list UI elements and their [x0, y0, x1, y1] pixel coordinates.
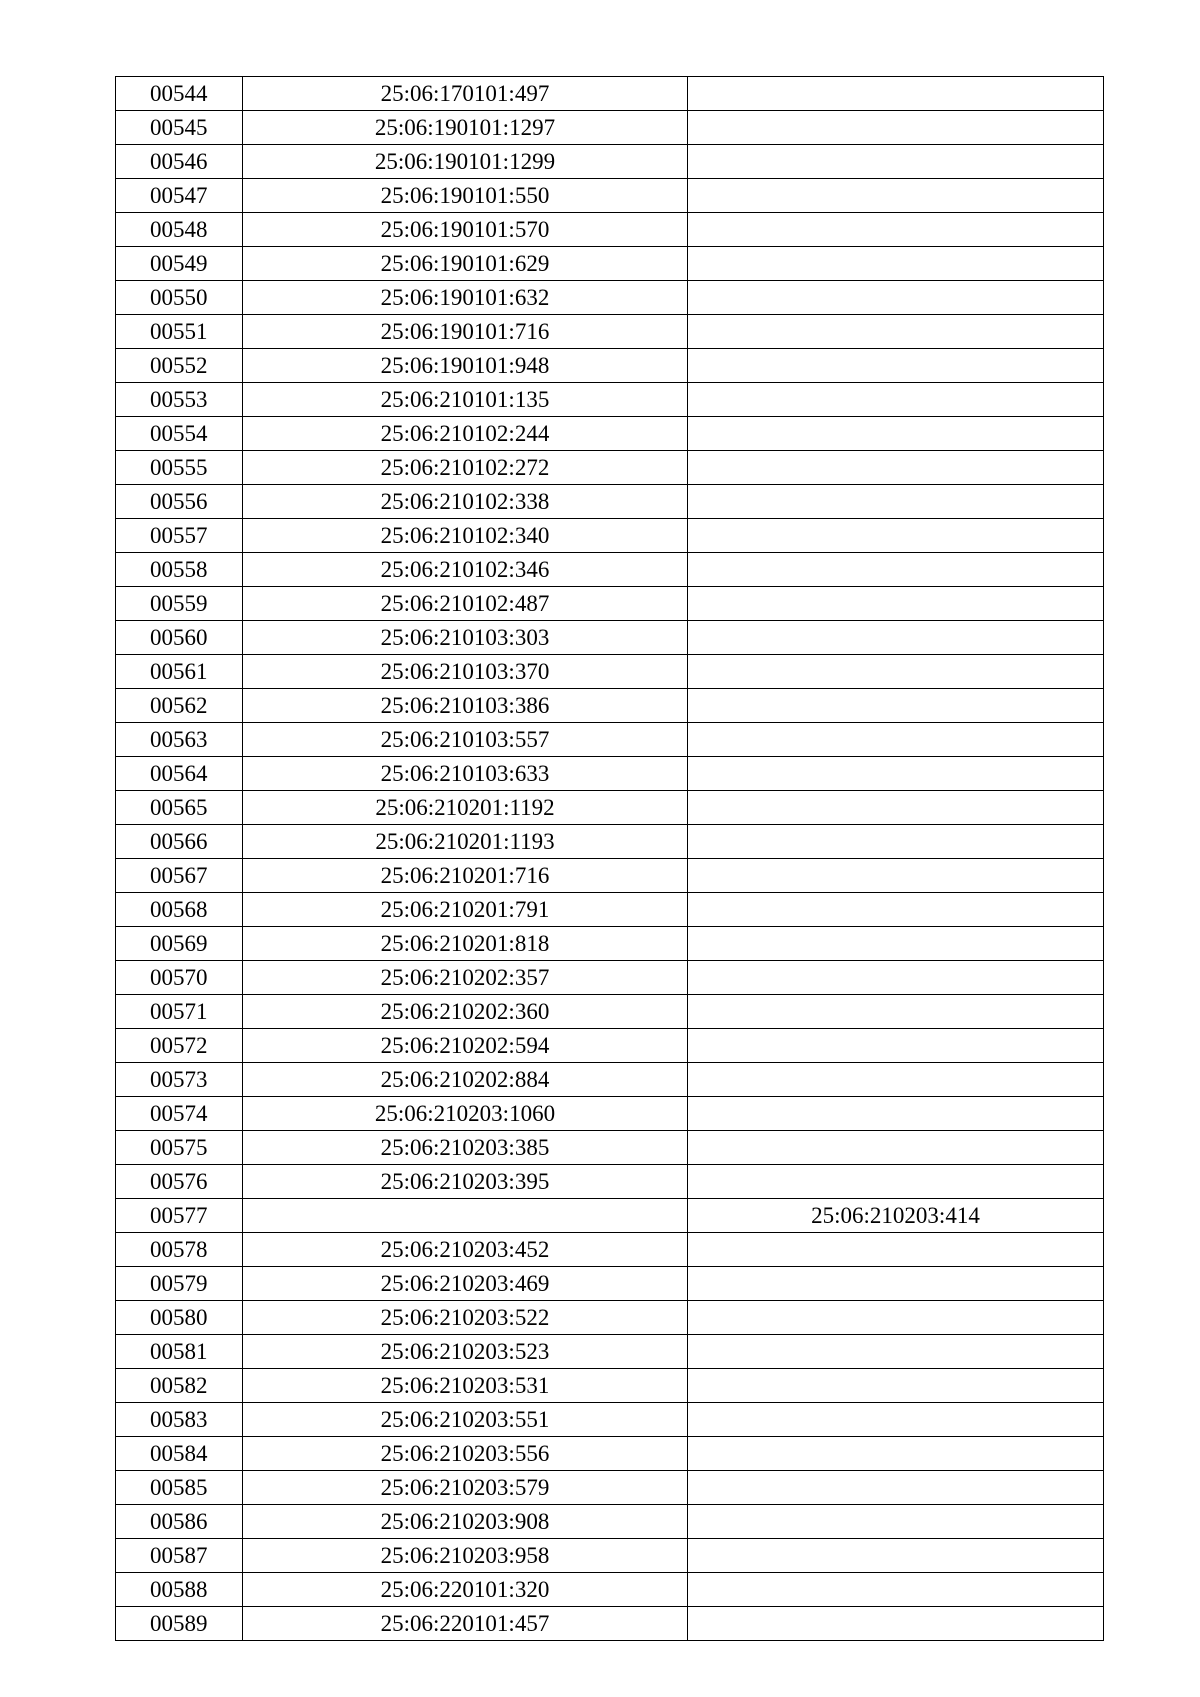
row-number-cell: 00561 — [116, 655, 243, 689]
table-row — [116, 1335, 1104, 1369]
secondary-cadastral-number-cell — [688, 1539, 1104, 1573]
secondary-cadastral-number-cell — [688, 1301, 1104, 1335]
row-number-cell: 00552 — [116, 349, 243, 383]
table-row — [116, 655, 1104, 689]
secondary-cadastral-number-cell — [688, 417, 1104, 451]
cadastral-number-cell: 25:06:210103:370 — [243, 655, 688, 689]
table-row — [116, 315, 1104, 349]
row-number-cell: 00586 — [116, 1505, 243, 1539]
cadastral-number-cell: 25:06:210102:244 — [243, 417, 688, 451]
row-number-cell: 00549 — [116, 247, 243, 281]
secondary-cadastral-number-cell — [688, 451, 1104, 485]
row-number-cell: 00565 — [116, 791, 243, 825]
cadastral-number-cell: 25:06:210203:1060 — [243, 1097, 688, 1131]
row-number-cell: 00567 — [116, 859, 243, 893]
row-number-cell: 00551 — [116, 315, 243, 349]
row-number-cell: 00559 — [116, 587, 243, 621]
table-row — [116, 383, 1104, 417]
row-number-cell: 00579 — [116, 1267, 243, 1301]
row-number-cell: 00568 — [116, 893, 243, 927]
cadastral-number-cell: 25:06:170101:497 — [243, 77, 688, 111]
table-row — [116, 1437, 1104, 1471]
secondary-cadastral-number-cell — [688, 689, 1104, 723]
table-row — [116, 961, 1104, 995]
table-row — [116, 179, 1104, 213]
secondary-cadastral-number-cell — [688, 213, 1104, 247]
table-row — [116, 1539, 1104, 1573]
secondary-cadastral-number-cell — [688, 1063, 1104, 1097]
table-row — [116, 723, 1104, 757]
cadastral-number-cell: 25:06:190101:632 — [243, 281, 688, 315]
table-row — [116, 1165, 1104, 1199]
cadastral-number-cell: 25:06:210202:360 — [243, 995, 688, 1029]
row-number-cell: 00545 — [116, 111, 243, 145]
row-number-cell: 00571 — [116, 995, 243, 1029]
cadastral-number-cell: 25:06:190101:1299 — [243, 145, 688, 179]
row-number-cell: 00589 — [116, 1607, 243, 1641]
row-number-cell: 00553 — [116, 383, 243, 417]
secondary-cadastral-number-cell — [688, 315, 1104, 349]
table-row — [116, 1607, 1104, 1641]
cadastral-number-table — [115, 76, 1104, 1641]
table-row — [116, 145, 1104, 179]
table-row — [116, 825, 1104, 859]
cadastral-number-cell: 25:06:210201:791 — [243, 893, 688, 927]
secondary-cadastral-number-cell — [688, 825, 1104, 859]
row-number-cell: 00574 — [116, 1097, 243, 1131]
row-number-cell: 00583 — [116, 1403, 243, 1437]
cadastral-number-cell: 25:06:210102:346 — [243, 553, 688, 587]
secondary-cadastral-number-cell — [688, 281, 1104, 315]
secondary-cadastral-number-cell — [688, 77, 1104, 111]
table-row — [116, 485, 1104, 519]
secondary-cadastral-number-cell — [688, 145, 1104, 179]
row-number-cell: 00557 — [116, 519, 243, 553]
secondary-cadastral-number-cell — [688, 1505, 1104, 1539]
cadastral-number-cell: 25:06:210103:557 — [243, 723, 688, 757]
table-row — [116, 1403, 1104, 1437]
row-number-cell: 00556 — [116, 485, 243, 519]
secondary-cadastral-number-cell — [688, 519, 1104, 553]
cadastral-number-cell: 25:06:210201:716 — [243, 859, 688, 893]
cadastral-number-cell: 25:06:210203:395 — [243, 1165, 688, 1199]
secondary-cadastral-number-cell — [688, 111, 1104, 145]
secondary-cadastral-number-cell — [688, 349, 1104, 383]
table-row — [116, 689, 1104, 723]
table-row — [116, 281, 1104, 315]
secondary-cadastral-number-cell — [688, 1335, 1104, 1369]
secondary-cadastral-number-cell — [688, 1029, 1104, 1063]
cadastral-number-cell: 25:06:210202:594 — [243, 1029, 688, 1063]
secondary-cadastral-number-cell — [688, 1471, 1104, 1505]
row-number-cell: 00573 — [116, 1063, 243, 1097]
table-row — [116, 417, 1104, 451]
row-number-cell: 00569 — [116, 927, 243, 961]
secondary-cadastral-number-cell — [688, 383, 1104, 417]
table-row — [116, 621, 1104, 655]
secondary-cadastral-number-cell — [688, 1369, 1104, 1403]
table-row — [116, 1505, 1104, 1539]
table-row — [116, 1369, 1104, 1403]
secondary-cadastral-number-cell — [688, 247, 1104, 281]
cadastral-number-cell: 25:06:210203:908 — [243, 1505, 688, 1539]
secondary-cadastral-number-cell — [688, 1607, 1104, 1641]
row-number-cell: 00575 — [116, 1131, 243, 1165]
row-number-cell: 00546 — [116, 145, 243, 179]
row-number-cell: 00580 — [116, 1301, 243, 1335]
row-number-cell: 00572 — [116, 1029, 243, 1063]
row-number-cell: 00577 — [116, 1199, 243, 1233]
cadastral-number-cell: 25:06:210203:531 — [243, 1369, 688, 1403]
row-number-cell: 00566 — [116, 825, 243, 859]
table-row — [116, 1267, 1104, 1301]
cadastral-number-cell: 25:06:210203:958 — [243, 1539, 688, 1573]
table-row — [116, 1301, 1104, 1335]
table-row — [116, 247, 1104, 281]
secondary-cadastral-number-cell — [688, 723, 1104, 757]
table-row — [116, 111, 1104, 145]
cadastral-number-cell: 25:06:210203:551 — [243, 1403, 688, 1437]
table-row — [116, 1233, 1104, 1267]
cadastral-number-cell: 25:06:190101:570 — [243, 213, 688, 247]
cadastral-number-cell: 25:06:210102:272 — [243, 451, 688, 485]
table-row — [116, 1131, 1104, 1165]
cadastral-number-cell: 25:06:210102:338 — [243, 485, 688, 519]
row-number-cell: 00576 — [116, 1165, 243, 1199]
row-number-cell: 00564 — [116, 757, 243, 791]
table-row — [116, 757, 1104, 791]
cadastral-number-cell: 25:06:210203:522 — [243, 1301, 688, 1335]
cadastral-number-cell: 25:06:190101:1297 — [243, 111, 688, 145]
cadastral-number-cell: 25:06:190101:629 — [243, 247, 688, 281]
secondary-cadastral-number-cell — [688, 485, 1104, 519]
table-row — [116, 859, 1104, 893]
secondary-cadastral-number-cell — [688, 791, 1104, 825]
secondary-cadastral-number-cell — [688, 1573, 1104, 1607]
secondary-cadastral-number-cell — [688, 179, 1104, 213]
cadastral-number-cell: 25:06:210103:633 — [243, 757, 688, 791]
table-row — [116, 349, 1104, 383]
secondary-cadastral-number-cell — [688, 621, 1104, 655]
cadastral-number-cell: 25:06:210102:340 — [243, 519, 688, 553]
table-row — [116, 1029, 1104, 1063]
cadastral-number-cell: 25:06:210202:884 — [243, 1063, 688, 1097]
secondary-cadastral-number-cell — [688, 1097, 1104, 1131]
row-number-cell: 00585 — [116, 1471, 243, 1505]
secondary-cadastral-number-cell — [688, 995, 1104, 1029]
secondary-cadastral-number-cell — [688, 927, 1104, 961]
secondary-cadastral-number-cell — [688, 587, 1104, 621]
table-row — [116, 1199, 1104, 1233]
cadastral-number-cell: 25:06:190101:948 — [243, 349, 688, 383]
cadastral-number-cell: 25:06:210102:487 — [243, 587, 688, 621]
table-row — [116, 995, 1104, 1029]
secondary-cadastral-number-cell — [688, 1437, 1104, 1471]
table-row — [116, 451, 1104, 485]
table-row — [116, 791, 1104, 825]
secondary-cadastral-number-cell — [688, 655, 1104, 689]
row-number-cell: 00563 — [116, 723, 243, 757]
row-number-cell: 00588 — [116, 1573, 243, 1607]
table-row — [116, 893, 1104, 927]
row-number-cell: 00581 — [116, 1335, 243, 1369]
row-number-cell: 00587 — [116, 1539, 243, 1573]
cadastral-number-cell: 25:06:190101:550 — [243, 179, 688, 213]
secondary-cadastral-number-cell — [688, 859, 1104, 893]
secondary-cadastral-number-cell — [688, 1165, 1104, 1199]
cadastral-number-cell: 25:06:210203:579 — [243, 1471, 688, 1505]
secondary-cadastral-number-cell — [688, 757, 1104, 791]
cadastral-number-cell: 25:06:210203:385 — [243, 1131, 688, 1165]
secondary-cadastral-number-cell — [688, 1131, 1104, 1165]
cadastral-number-cell: 25:06:210103:303 — [243, 621, 688, 655]
table-row — [116, 927, 1104, 961]
cadastral-number-cell: 25:06:190101:716 — [243, 315, 688, 349]
row-number-cell: 00562 — [116, 689, 243, 723]
row-number-cell: 00555 — [116, 451, 243, 485]
row-number-cell: 00550 — [116, 281, 243, 315]
cadastral-number-cell — [243, 1199, 688, 1233]
row-number-cell: 00558 — [116, 553, 243, 587]
secondary-cadastral-number-cell — [688, 893, 1104, 927]
table-row — [116, 1573, 1104, 1607]
row-number-cell: 00544 — [116, 77, 243, 111]
table-row — [116, 519, 1104, 553]
cadastral-number-cell: 25:06:210203:469 — [243, 1267, 688, 1301]
secondary-cadastral-number-cell — [688, 961, 1104, 995]
cadastral-number-cell: 25:06:210201:1193 — [243, 825, 688, 859]
row-number-cell: 00547 — [116, 179, 243, 213]
cadastral-number-cell: 25:06:210203:452 — [243, 1233, 688, 1267]
cadastral-number-cell: 25:06:210203:523 — [243, 1335, 688, 1369]
row-number-cell: 00560 — [116, 621, 243, 655]
row-number-cell: 00578 — [116, 1233, 243, 1267]
table-row — [116, 553, 1104, 587]
row-number-cell: 00584 — [116, 1437, 243, 1471]
row-number-cell: 00582 — [116, 1369, 243, 1403]
cadastral-number-cell: 25:06:210201:1192 — [243, 791, 688, 825]
secondary-cadastral-number-cell — [688, 1267, 1104, 1301]
cadastral-number-cell: 25:06:210202:357 — [243, 961, 688, 995]
cadastral-number-cell: 25:06:220101:320 — [243, 1573, 688, 1607]
table-row — [116, 1471, 1104, 1505]
cadastral-number-cell: 25:06:210103:386 — [243, 689, 688, 723]
table-body — [116, 77, 1104, 1641]
cadastral-number-cell: 25:06:210203:556 — [243, 1437, 688, 1471]
cadastral-number-cell: 25:06:210101:135 — [243, 383, 688, 417]
table-row — [116, 1063, 1104, 1097]
table-row — [116, 587, 1104, 621]
secondary-cadastral-number-cell — [688, 1403, 1104, 1437]
table-row — [116, 1097, 1104, 1131]
secondary-cadastral-number-cell: 25:06:210203:414 — [688, 1199, 1104, 1233]
secondary-cadastral-number-cell — [688, 553, 1104, 587]
secondary-cadastral-number-cell — [688, 1233, 1104, 1267]
table-row — [116, 77, 1104, 111]
row-number-cell: 00548 — [116, 213, 243, 247]
cadastral-number-cell: 25:06:210201:818 — [243, 927, 688, 961]
cadastral-number-cell: 25:06:220101:457 — [243, 1607, 688, 1641]
row-number-cell: 00570 — [116, 961, 243, 995]
row-number-cell: 00554 — [116, 417, 243, 451]
table-row — [116, 213, 1104, 247]
